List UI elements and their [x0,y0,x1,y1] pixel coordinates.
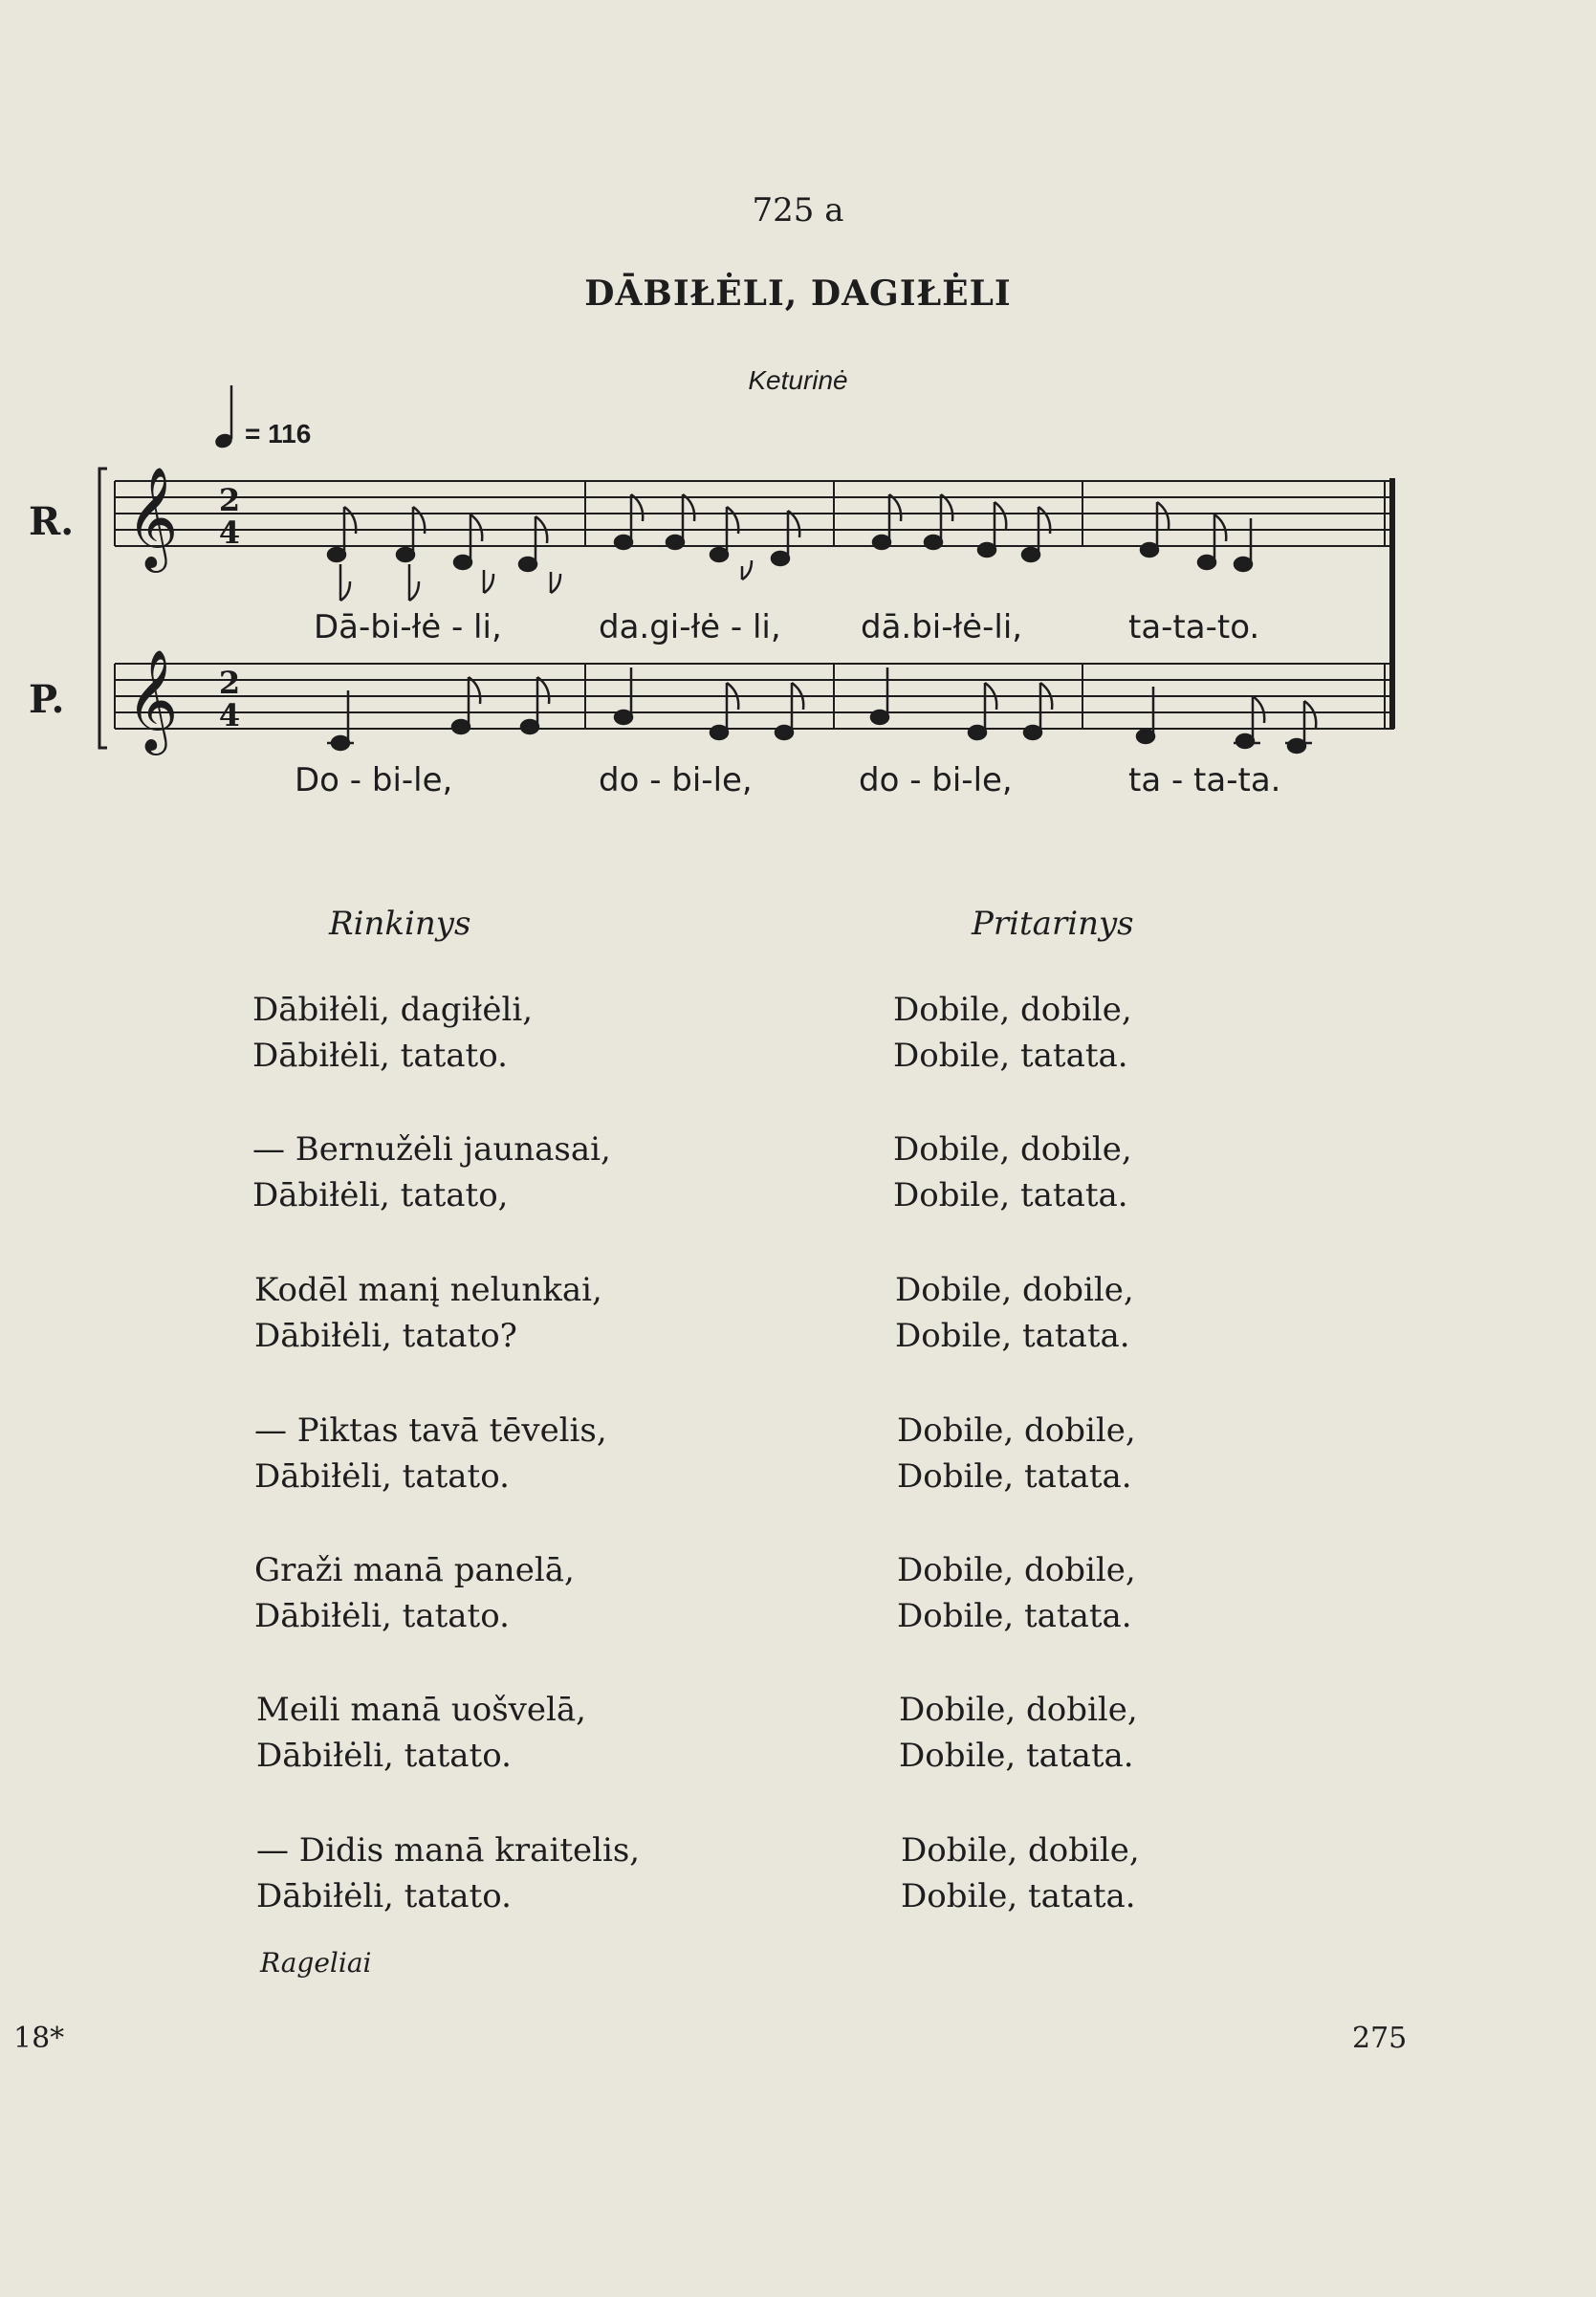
stanza-2-right: Dobile, dobile, Dobile, tatata. [893,1130,1132,1214]
tempo-marking: = 116 [245,419,312,448]
staff-p [115,664,1394,729]
lyric-p-2: do - bi-le, [599,761,753,799]
stanza-1-right: Dobile, dobile, Dobile, tatata. [893,991,1132,1075]
source-location: Rageliai [260,1947,372,1979]
stanza-4-right: Dobile, dobile, Dobile, tatata. [897,1411,1136,1496]
time-signature-bottom: 4 [218,697,241,733]
tempo-quarter-note-icon [213,385,234,450]
left-column-header: Rinkinys [329,905,471,943]
signature-mark: 18* [13,2022,65,2055]
voice-label-r: R. [29,499,75,544]
r-voice-lower-notes [340,560,752,601]
stanza-3-left: Kodēl manį nelunkai, Dābiłėli, tatato? [254,1271,602,1355]
stanza-7-left: — Didis manā kraitelis, Dābiłėli, tatato. [256,1831,641,1915]
lyric-r-1: Dā-bi-łė - li, [314,608,502,646]
song-number: 725 a [752,191,844,230]
stanza-5-right: Dobile, dobile, Dobile, tatata. [897,1551,1136,1635]
stanza-4-left: — Piktas tavā tēvelis, Dābiłėli, tatato. [254,1411,607,1496]
lyric-r-2: da.gi-łė - li, [599,608,781,646]
stanza-2-left: — Bernužėli jaunasai, Dābiłėli, tatato, [252,1130,611,1214]
lyric-p-4: ta - ta-ta. [1128,761,1281,799]
time-signature-top: 2 [218,665,241,701]
treble-clef-icon: 𝄞 [126,466,179,568]
r-voice-notes [328,494,1252,571]
stanza-3-right: Dobile, dobile, Dobile, tatata. [895,1271,1134,1355]
right-column-header: Pritarinys [972,905,1134,943]
time-signature-bottom: 4 [218,514,241,551]
lyric-r-4: ta-ta-to. [1128,608,1260,646]
time-signature-top: 2 [218,482,241,518]
staff-r [115,478,1394,729]
treble-clef-icon: 𝄞 [126,648,179,751]
page-number: 275 [1352,2022,1408,2055]
lyric-r-3: dā.bi-łė-li, [861,608,1023,646]
stanza-6-left: Meili manā uošvelā, Dābiłėli, tatato. [256,1691,586,1775]
music-score [0,0,1596,803]
stanza-6-right: Dobile, dobile, Dobile, tatata. [899,1691,1138,1775]
song-title: DĀBIŁĖLI, DAGIŁĖLI [584,273,1012,314]
stanza-5-left: Graži manā panelā, Dābiłėli, tatato. [254,1551,575,1635]
stanza-1-left: Dābiłėli, dagiłėli, Dābiłėli, tatato. [252,991,534,1075]
voice-label-p: P. [29,677,65,722]
lyric-p-1: Do - bi-le, [295,761,453,799]
system-bracket [99,469,107,748]
song-subtitle: Keturinė [748,365,848,395]
stanza-7-right: Dobile, dobile, Dobile, tatata. [901,1831,1140,1915]
lyric-p-3: do - bi-le, [859,761,1013,799]
